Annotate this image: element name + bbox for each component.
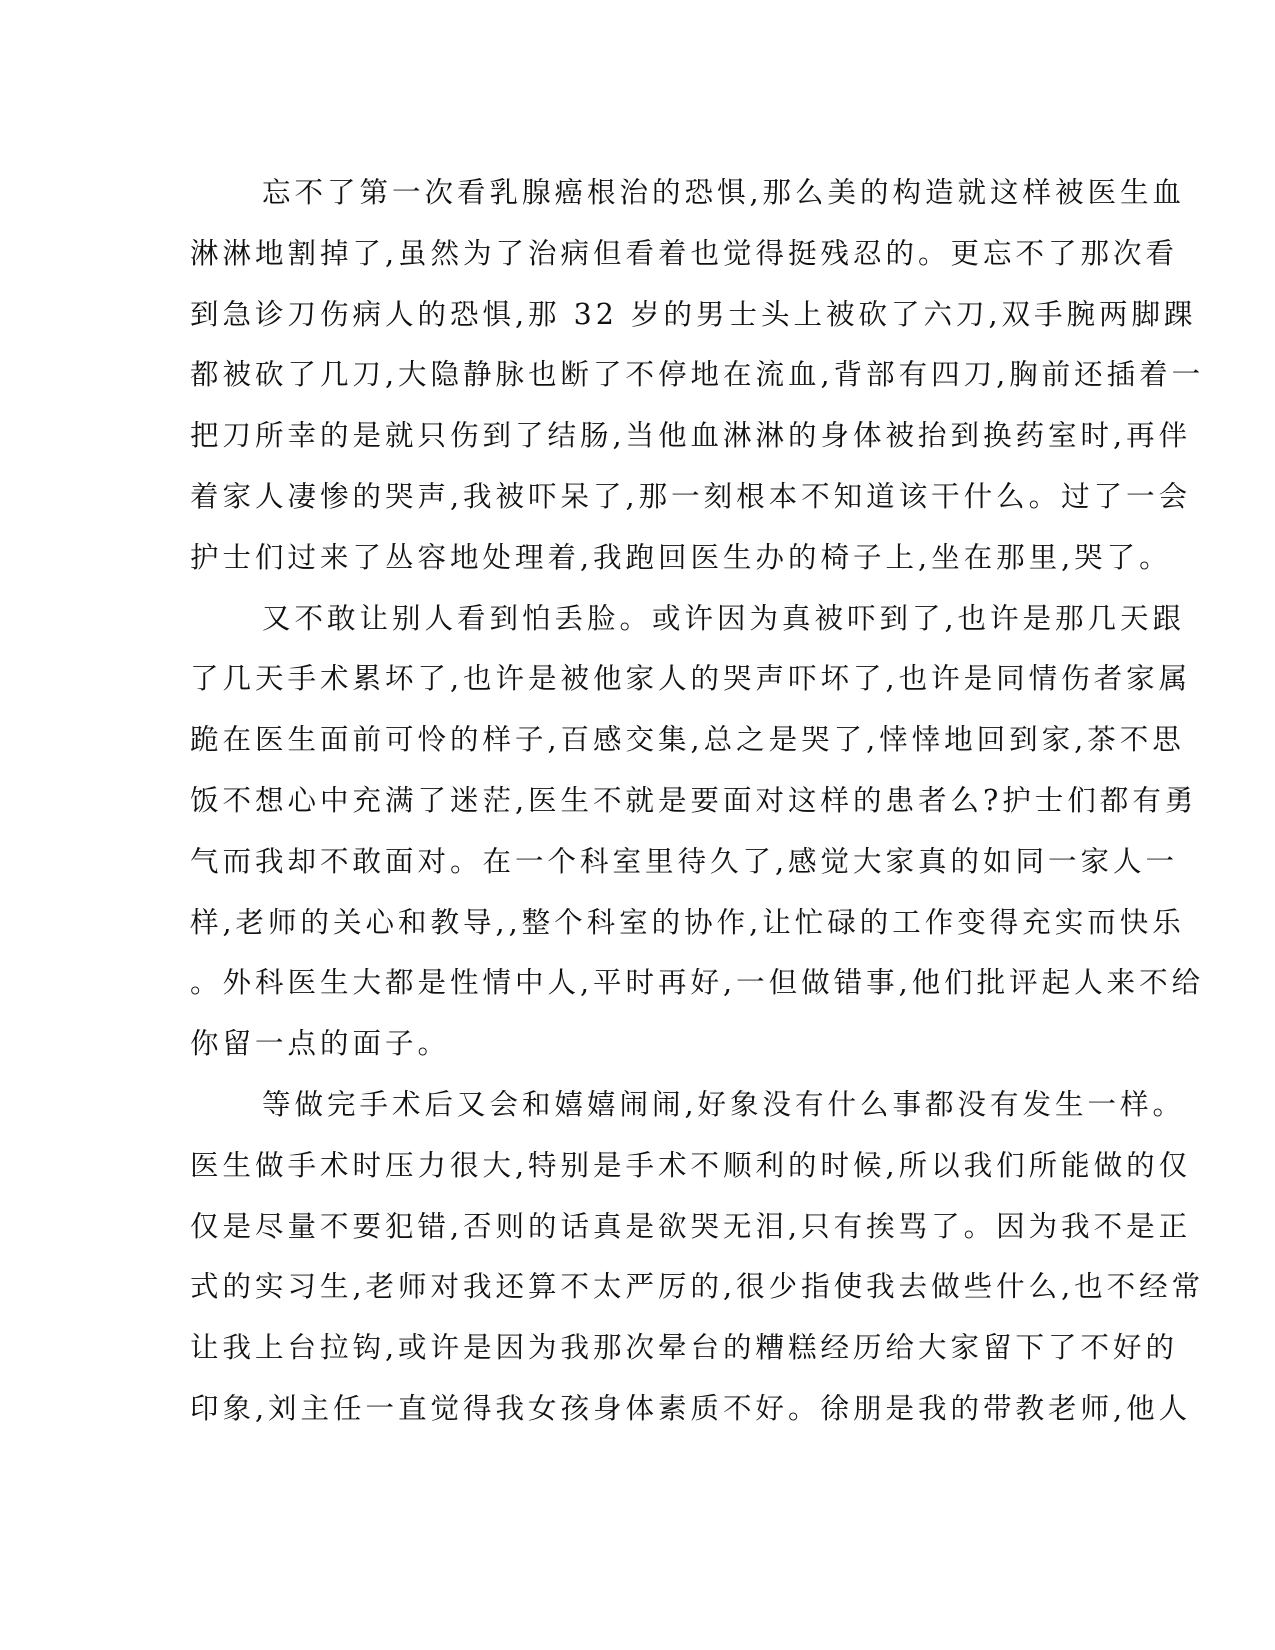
text-line: 着家人凄惨的哭声,我被吓呆了,那一刻根本不知道该干什么。过了一会 <box>190 479 1192 513</box>
text-line: 仅是尽量不要犯错,否则的话真是欲哭无泪,只有挨骂了。因为我不是正 <box>190 1209 1192 1243</box>
text-line: 样,老师的关心和教导,,整个科室的协作,让忙碌的工作变得充实而快乐 <box>190 905 1185 939</box>
text-line: 到急诊刀伤病人的恐惧,那 32 岁的男士头上被砍了六刀,双手腕两脚踝 <box>190 297 1197 331</box>
text-line: 把刀所幸的是就只伤到了结肠,当他血淋淋的身体被抬到换药室时,再伴 <box>190 419 1192 453</box>
text-line: 式的实习生,老师对我还算不太严厉的,很少指使我去做些什么,也不经常 <box>190 1270 1205 1304</box>
text-line: 印象,刘主任一直觉得我女孩身体素质不好。徐朋是我的带教老师,他人 <box>190 1391 1192 1425</box>
text-line: 了几天手术累坏了,也许是被他家人的哭声吓坏了,也许是同情伤者家属 <box>190 662 1192 696</box>
text-line: 忘不了第一次看乳腺癌根治的恐惧,那么美的构造就这样被医生血 <box>262 176 1186 209</box>
text-line: 等做完手术后又会和嬉嬉闹闹,好象没有什么事都没有发生一样。 <box>262 1087 1186 1121</box>
text-line: 都被砍了几刀,大隐静脉也断了不停地在流血,背部有四刀,胸前还插着一 <box>190 358 1205 392</box>
text-line: 气而我却不敢面对。在一个科室里待久了,感觉大家真的如同一家人一 <box>190 844 1179 878</box>
text-line: 淋淋地割掉了,虽然为了治病但看着也觉得挺残忍的。更忘不了那次看 <box>190 236 1179 270</box>
text-line: 又不敢让别人看到怕丢脸。或许因为真被吓到了,也许是那几天跟 <box>262 601 1186 635</box>
text-line: 让我上台拉钩,或许是因为我那次晕台的糟糕经历给大家留下了不好的 <box>190 1331 1179 1365</box>
text-line: 饭不想心中充满了迷茫,医生不就是要面对这样的患者么?护士们都有勇 <box>190 783 1198 817</box>
body-text <box>190 163 1205 1440</box>
text-line: 跪在医生面前可怜的样子,百感交集,总之是哭了,悻悻地回到家,茶不思 <box>190 723 1185 757</box>
text-line: 护士们过来了丛容地处理着,我跑回医生办的椅子上,坐在那里,哭了。 <box>190 540 1172 574</box>
text-line: 医生做手术时压力很大,特别是手术不顺利的时候,所以我们所能做的仅 <box>190 1148 1192 1182</box>
text-line: 你留一点的面子。 <box>190 1027 451 1061</box>
text-line: 。外科医生大都是性情中人,平时再好,一但做错事,他们批评起人来不给 <box>190 966 1205 1000</box>
